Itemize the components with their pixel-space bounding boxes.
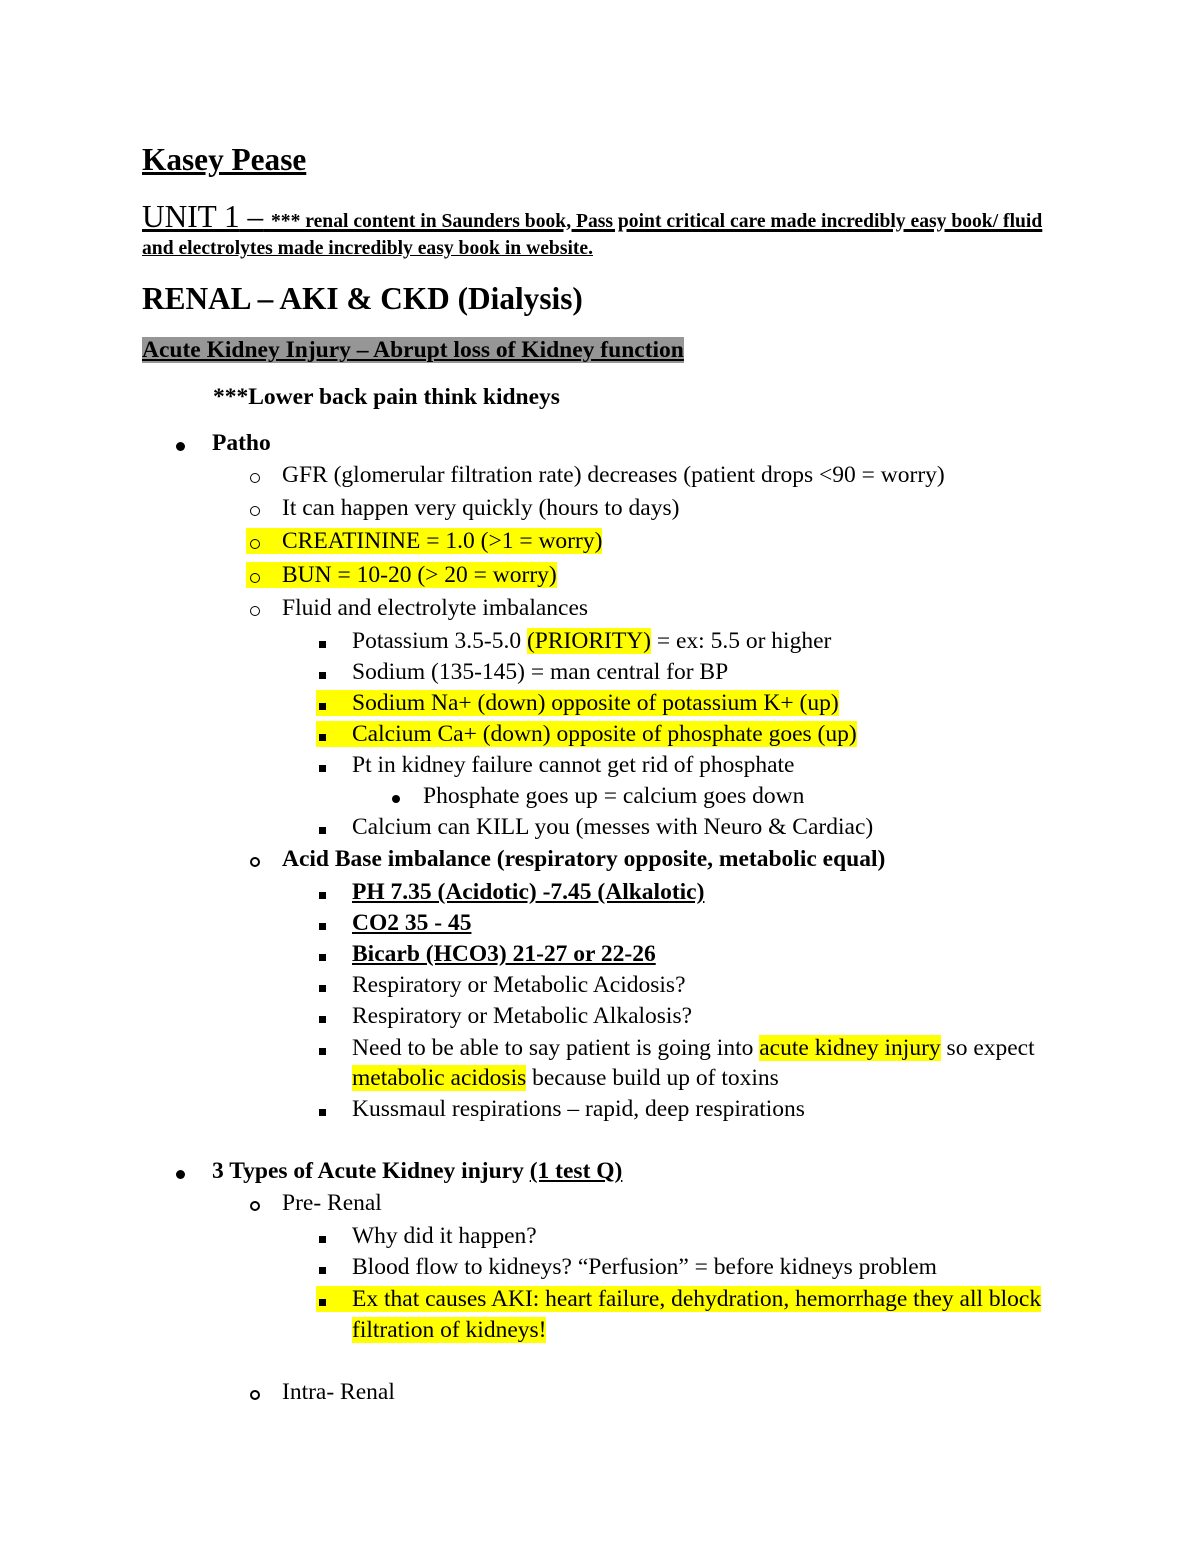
square-bullet-icon [319,985,326,992]
pre-renal-perfusion-item [352,1252,937,1283]
ph-text: PH 7.35 (Acidotic) -7.45 (Alkalotic) [352,879,705,905]
calcium-phosphate-text-highlighted: Calcium Ca+ (down) opposite of phosphate goes (up) [316,721,857,747]
acidosis-question-item [352,970,686,1001]
hollow-circle-bullet-icon [250,857,260,867]
square-bullet-icon [319,734,326,741]
patho-item-creatinine [282,526,602,557]
pre-renal-item [282,1188,382,1219]
acid-base-label: Acid Base imbalance (respiratory opposite, metabolic equal) [282,846,886,872]
kussmaul-item [352,1094,805,1125]
square-bullet-icon [319,1016,326,1023]
square-bullet-icon [319,923,326,930]
aki-types-item [212,1156,622,1187]
kussmaul-text: Kussmaul respirations – rapid, deep respirations [352,1096,805,1122]
patho-item-gfr [282,460,945,491]
aki-types-test-note: (1 test Q) [529,1158,623,1184]
patho-item-text-highlighted: BUN = 10-20 (> 20 = worry) [246,562,557,588]
expect-highlight-metabolic-acidosis: metabolic acidosis [352,1065,527,1091]
pre-renal-why-item [352,1221,537,1252]
phosphate-sub-text: Phosphate goes up = calcium goes down [423,783,805,809]
potassium-priority-highlight: (PRIORITY) [526,628,651,654]
alkalosis-question-item [352,1001,692,1032]
potassium-range: Potassium 3.5-5.0 [352,628,522,654]
hollow-circle-bullet-icon [250,606,260,616]
patho-item [212,428,271,459]
pre-renal-why-text: Why did it happen? [352,1223,537,1249]
square-bullet-icon [319,765,326,772]
patho-item-bun [282,560,557,591]
expect-text-part-2: so expect [946,1035,1035,1061]
author-name: Kasey Pease [142,142,307,177]
square-bullet-icon [319,892,326,899]
sodium-potassium-text-highlighted: Sodium Na+ (down) opposite of potassium K+ (up) [316,690,839,716]
hollow-circle-bullet-icon [250,1201,260,1211]
phosphate-sub-item [423,781,804,812]
square-bullet-icon [319,1267,326,1274]
fluid-electrolyte-label: Fluid and electrolyte imbalances [282,595,589,621]
pre-renal-example-continuation [352,1315,546,1346]
hollow-circle-bullet-icon [250,473,260,483]
sodium-potassium-item [352,688,839,719]
aki-heading [142,335,684,366]
square-bullet-icon [319,672,326,679]
potassium-example: = ex: 5.5 or higher [656,628,832,654]
pre-renal-label: Pre- Renal [282,1190,382,1216]
square-bullet-icon [319,1299,326,1306]
aki-types-label: 3 Types of Acute Kidney injury [212,1158,524,1184]
square-bullet-icon [319,703,326,710]
sodium-range-text: Sodium (135-145) = man central for BP [352,659,729,685]
filled-circle-bullet-icon [176,442,185,451]
square-bullet-icon [319,641,326,648]
unit-note-line-2: and electrolytes made incredibly easy book in website. [142,238,594,259]
patho-item-onset [282,493,679,524]
hollow-circle-bullet-icon [250,1390,260,1400]
aki-heading-text: Acute Kidney Injury – Abrupt loss of Kidney function [142,337,684,363]
ph-item [352,877,704,908]
patho-item-text: It can happen very quickly (hours to days) [282,495,680,521]
acid-base-item [282,844,885,875]
patho-label: Patho [212,430,271,456]
square-bullet-icon [319,827,326,834]
potassium-item [352,626,831,657]
unit-heading [142,197,1042,237]
pre-renal-perfusion-text: Blood flow to kidneys? “Perfusion” = before kidneys problem [352,1254,937,1280]
intra-renal-item [282,1377,395,1408]
co2-item [352,908,471,939]
co2-text: CO2 35 - 45 [352,910,472,936]
intra-renal-label: Intra- Renal [282,1379,395,1405]
expect-acidosis-continuation [352,1063,779,1094]
calcium-kill-text: Calcium can KILL you (messes with Neuro & Cardiac) [352,814,874,840]
square-bullet-icon [319,954,326,961]
phosphate-text: Pt in kidney failure cannot get rid of phosphate [352,752,795,778]
patho-item-text: GFR (glomerular filtration rate) decreases (patient drops <90 = worry) [282,462,945,488]
section-title: RENAL – AKI & CKD (Dialysis) [142,281,583,316]
hollow-circle-bullet-icon [250,506,260,516]
acidosis-question-text: Respiratory or Metabolic Acidosis? [352,972,686,998]
calcium-phosphate-item [352,719,857,750]
unit-note-line-1: *** renal content in Saunders book, Pass point critical care made incredibly easy book/ fluid [270,211,1043,232]
filled-circle-bullet-icon [392,795,400,803]
hollow-circle-bullet-icon [250,539,260,549]
square-bullet-icon [319,1048,326,1055]
expect-text-part-1: Need to be able to say patient is going into [352,1035,754,1061]
filled-circle-bullet-icon [176,1170,185,1179]
sodium-range-item [352,657,728,688]
fluid-electrolyte-item [282,593,588,624]
expect-highlight-aki: acute kidney injury [759,1035,941,1061]
pre-renal-example-item [352,1284,1041,1315]
expect-text-part-3: because build up of toxins [532,1065,779,1091]
phosphate-item [352,750,794,781]
aki-tip: ***Lower back pain think kidneys [213,384,560,410]
pre-renal-example-line-1: Ex that causes AKI: heart failure, dehydration, hemorrhage they all block [316,1286,1041,1312]
square-bullet-icon [319,1109,326,1116]
hollow-circle-bullet-icon [250,573,260,583]
alkalosis-question-text: Respiratory or Metabolic Alkalosis? [352,1003,693,1029]
pre-renal-example-line-2: filtration of kidneys! [352,1317,547,1343]
patho-item-text-highlighted: CREATININE = 1.0 (>1 = worry) [246,528,602,554]
square-bullet-icon [319,1236,326,1243]
unit-label: UNIT 1 [142,199,240,234]
bicarb-text: Bicarb (HCO3) 21-27 or 22-26 [352,941,656,967]
unit-dash: – [247,199,264,234]
bicarb-item [352,939,656,970]
expect-acidosis-item [352,1033,1035,1064]
calcium-kill-item [352,812,873,843]
